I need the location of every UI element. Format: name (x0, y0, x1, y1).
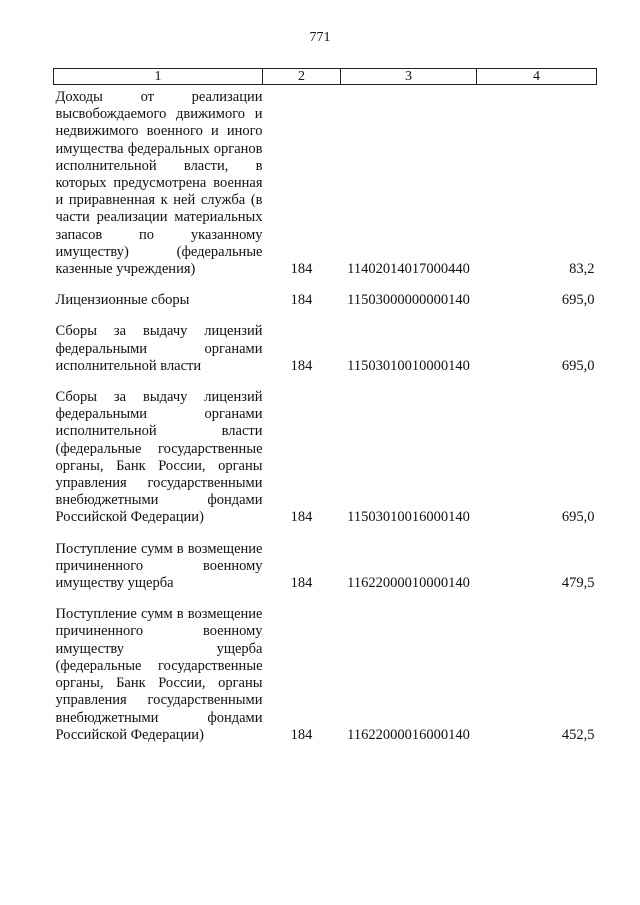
table-row (54, 541, 597, 593)
amount-value: 479,5 (561, 575, 595, 592)
amount-value: 695,0 (561, 357, 595, 374)
table-row (54, 292, 597, 309)
budget-classification-code: 11503000000000140 (347, 292, 470, 309)
column-header-1: 1 (54, 69, 263, 85)
revenue-name: Лицензионные сборы (55, 292, 190, 309)
admin-code: 184 (290, 261, 313, 278)
budget-classification-code: 11503010010000140 (347, 357, 470, 374)
row-spacer (54, 309, 597, 323)
row-spacer (54, 527, 597, 541)
budget-classification-code: 11402014017000440 (347, 261, 470, 278)
table-row (54, 389, 597, 527)
admin-code: 184 (290, 575, 313, 592)
revenue-name: Доходы от реализации высвобождаемого движимого и недвижимого военного и иного имущества федеральных органов исполнительной власти, в которых предусмотрена военная и приравненная к ней служба (в части реализации материальных запасов по указанному имуществу) (федеральные казенные учреждения) (55, 89, 263, 278)
revenue-name: Поступление сумм в возмещение причиненного военному имуществу ущерба (федеральные государственные органы, Банк России, органы управления государственными внебюджетными фондами Российской Федерации) (55, 606, 263, 743)
row-spacer (54, 278, 597, 292)
budget-revenue-table (53, 68, 597, 744)
page-number: 771 (309, 30, 331, 45)
budget-classification-code: 11622000016000140 (347, 726, 470, 743)
admin-code: 184 (290, 357, 313, 374)
row-spacer (54, 592, 597, 606)
budget-classification-code: 11622000010000140 (347, 575, 470, 592)
column-header-2: 2 (263, 69, 341, 85)
column-number-header-row (54, 69, 597, 85)
amount-value: 695,0 (561, 292, 595, 309)
revenue-name: Сборы за выдачу лицензий федеральными органами исполнительной власти (55, 323, 263, 374)
column-header-3: 3 (341, 69, 477, 85)
column-header-4: 4 (477, 69, 597, 85)
budget-classification-code: 11503010016000140 (347, 509, 470, 526)
row-spacer (54, 375, 597, 389)
revenue-name: Поступление сумм в возмещение причиненного военному имуществу ущерба (55, 540, 263, 592)
revenue-name: Сборы за выдачу лицензий федеральными органами исполнительной власти (федеральные государственные органы, Банк России, органы управления государственными внебюджетными фондами Российской Федерации) (55, 389, 263, 526)
admin-code: 184 (290, 292, 313, 309)
table-row (54, 606, 597, 744)
admin-code: 184 (290, 509, 313, 526)
amount-value: 452,5 (561, 726, 595, 743)
amount-value: 695,0 (561, 509, 595, 526)
table-row (54, 85, 597, 279)
table-row (54, 323, 597, 375)
admin-code: 184 (290, 726, 313, 743)
amount-value: 83,2 (569, 261, 595, 278)
